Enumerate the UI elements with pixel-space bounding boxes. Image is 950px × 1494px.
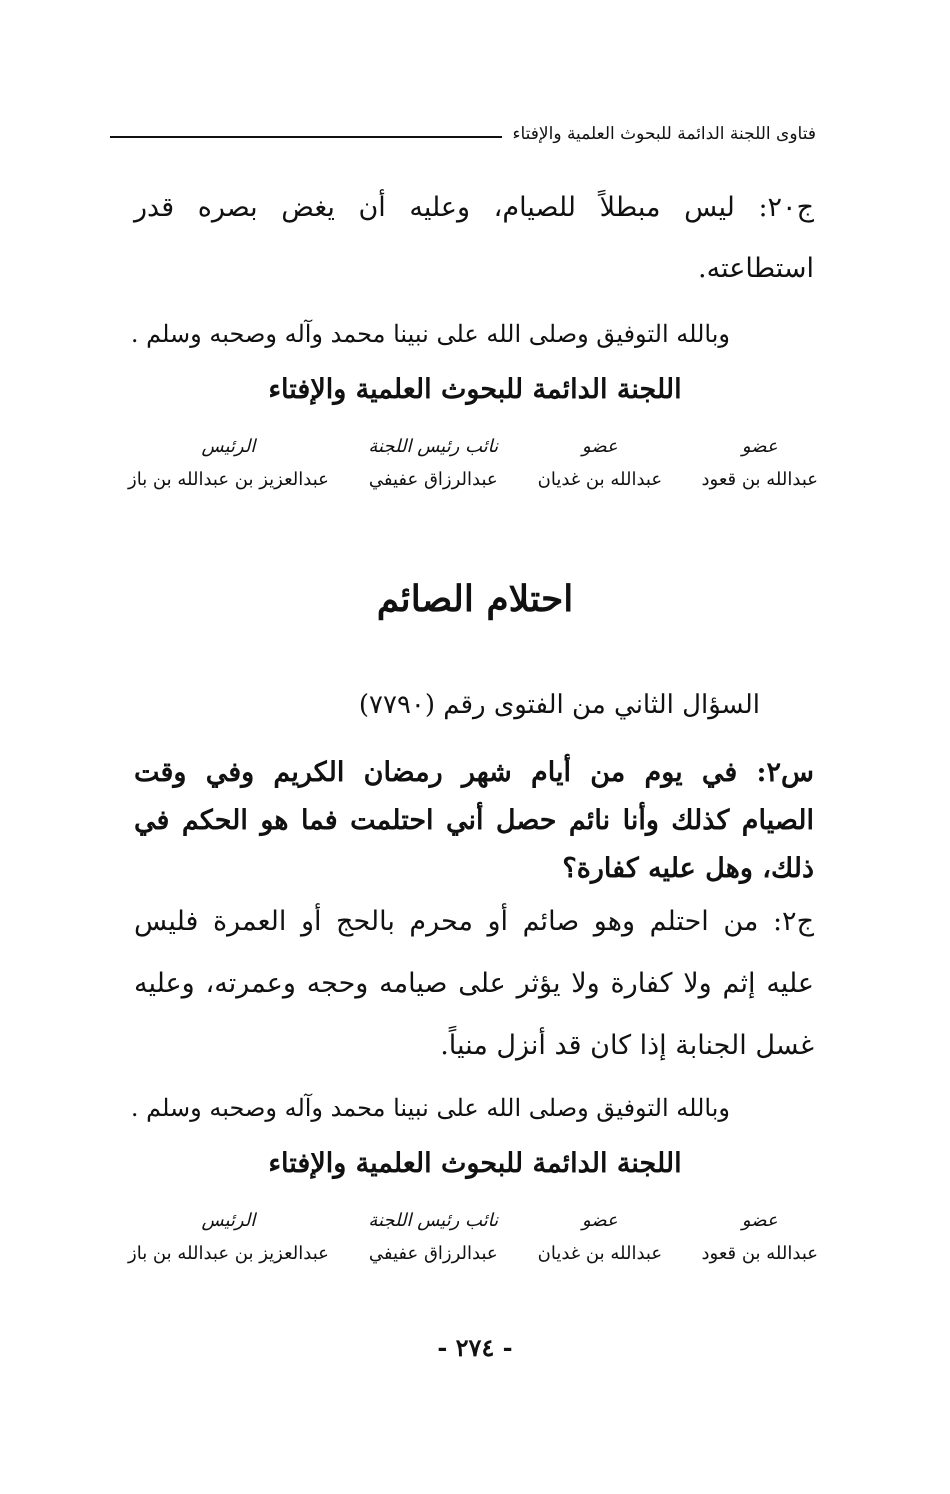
signatory-title: عضو [741, 1210, 778, 1231]
closing-formula: وبالله التوفيق وصلى الله على نبينا محمد وآله وصحبه وسلم . [130, 320, 730, 348]
signatory-name: عبدالله بن غديان [537, 469, 663, 490]
signatory-title: الرئيس [201, 436, 256, 457]
signatory-name: عبدالله بن قعود [701, 469, 818, 490]
signatory-name: عبدالرزاق عفيفي [368, 469, 498, 490]
signatory [702, 1210, 818, 1264]
signatory [368, 436, 498, 490]
signatory-title: الرئيس [201, 1210, 256, 1231]
answer-2-line-2: عليه إثم ولا كفارة ولا يؤثر على صيامه وحجه وعمرته، وعليه [134, 968, 814, 999]
header-rule [110, 136, 502, 138]
signatory-title: عضو [741, 436, 778, 457]
section-title: احتلام الصائم [376, 578, 574, 620]
question-line-2: الصيام كذلك وأنا نائم حصل أني احتلمت فما هو الحكم في [134, 805, 814, 836]
running-title: فتاوى اللجنة الدائمة للبحوث العلمية والإفتاء [512, 124, 816, 144]
signatory-title: عضو [582, 436, 618, 457]
answer-2-line-3: غسل الجنابة إذا كان قد أنزل منياً. [440, 1030, 814, 1061]
signatory [538, 436, 662, 490]
answer-2-line-1: ج٢: من احتلم وهو صائم أو محرم بالحج أو العمرة فليس [134, 906, 814, 937]
answer-20-line-1: ج٢٠: ليس مبطلاً للصيام، وعليه أن يغض بصره قدر [134, 192, 814, 223]
question-line-3: ذلك، وهل عليه كفارة؟ [562, 853, 814, 884]
signatories [128, 436, 818, 490]
signatory [702, 436, 818, 490]
signatory-name: عبدالله بن قعود [701, 1243, 818, 1264]
closing-formula: وبالله التوفيق وصلى الله على نبينا محمد وآله وصحبه وسلم . [130, 1094, 730, 1122]
signatory-title: عضو [582, 1210, 618, 1231]
signatories [128, 1210, 818, 1264]
signatory-name: عبدالرزاق عفيفي [368, 1243, 498, 1264]
signatory [128, 1210, 329, 1264]
signatory [128, 436, 329, 490]
page-number: - ٢٧٤ - [437, 1333, 513, 1362]
signatory-name: عبدالله بن غديان [537, 1243, 663, 1264]
signatory [368, 1210, 498, 1264]
committee-name: اللجنة الدائمة للبحوث العلمية والإفتاء [268, 1148, 682, 1179]
signatory-title: نائب رئيس اللجنة [368, 436, 499, 457]
signatory-name: عبدالعزيز بن عبدالله بن باز [128, 469, 329, 490]
signatory [538, 1210, 662, 1264]
running-header [110, 118, 816, 144]
question-reference: السؤال الثاني من الفتوى رقم (٧٧٩٠) [358, 690, 760, 720]
signatory-name: عبدالعزيز بن عبدالله بن باز [128, 1243, 329, 1264]
signatory-title: نائب رئيس اللجنة [368, 1210, 499, 1231]
committee-name: اللجنة الدائمة للبحوث العلمية والإفتاء [268, 374, 682, 405]
answer-20-line-2: استطاعته. [698, 253, 814, 284]
question-line-1: س٢: في يوم من أيام شهر رمضان الكريم وفي وقت [134, 757, 814, 788]
